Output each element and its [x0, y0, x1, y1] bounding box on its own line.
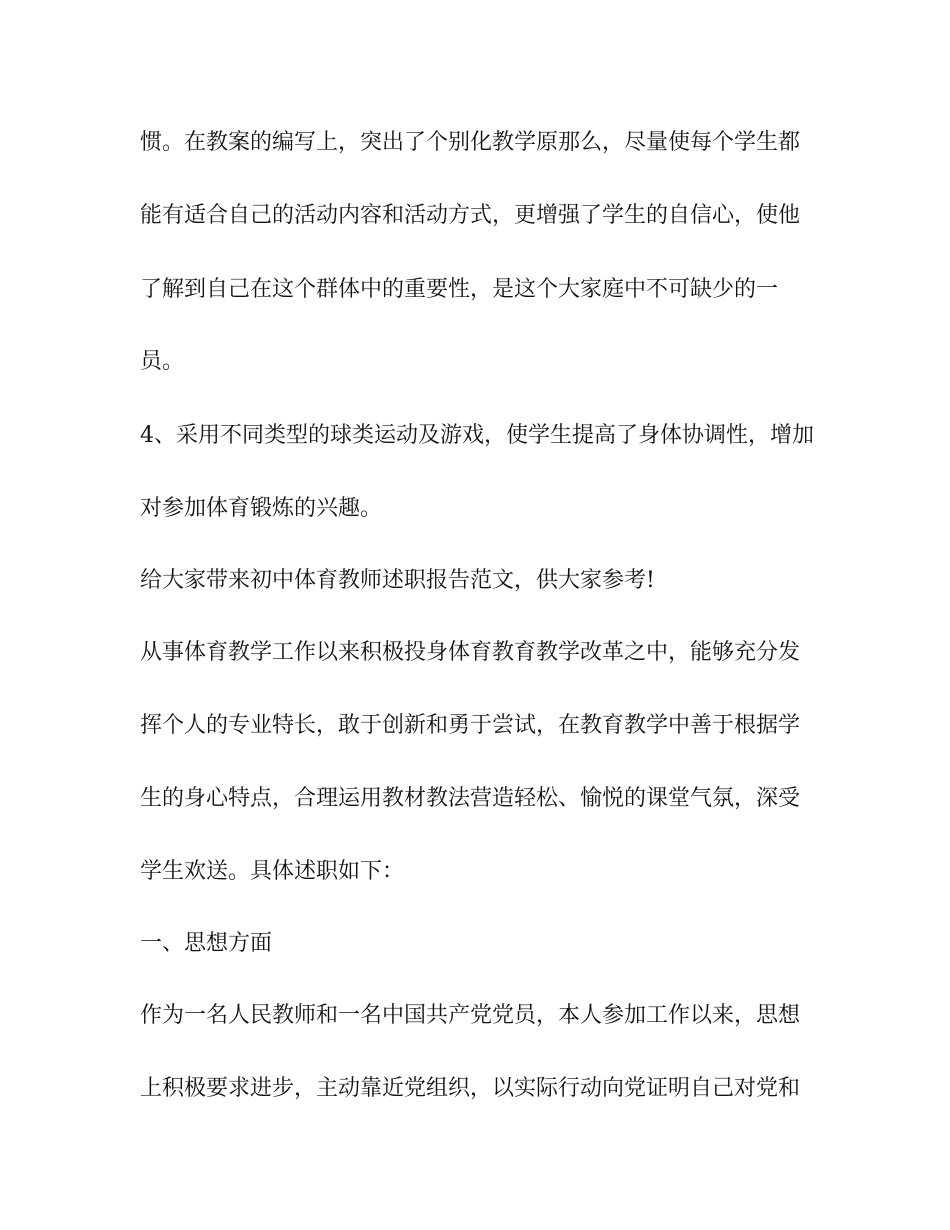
text-line: 能有适合自己的活动内容和活动方式，更增强了学生的自信心，使他: [140, 203, 801, 228]
text-line: 从事体育教学工作以来积极投身体育教育教学改革之中，能够充分发: [140, 640, 801, 665]
text-line: 作为一名人民教师和一名中国共产党党员，本人参加工作以来，思想: [140, 1003, 801, 1028]
section-heading: 一、思想方面: [140, 931, 273, 956]
text-line: 生的身心特点，合理运用教材教法营造轻松、愉悦的课堂气氛，深受: [140, 786, 801, 811]
text-line: 4、采用不同类型的球类运动及游戏，使学生提高了身体协调性，增加: [140, 423, 814, 448]
text-line: 了解到自己在这个群体中的重要性，是这个大家庭中不可缺少的一: [140, 277, 779, 302]
text-line: 对参加体育锻炼的兴趣。: [140, 496, 383, 521]
text-line: 惯。在教案的编写上，突出了个别化教学原那么，尽量使每个学生都: [140, 130, 801, 155]
text-line: 挥个人的专业特长，敢于创新和勇于尝试，在教育教学中善于根据学: [140, 713, 801, 738]
text-line: 学生欢送。具体述职如下：: [140, 859, 405, 884]
text-line: 给大家带来初中体育教师述职报告范文，供大家参考!: [140, 568, 655, 593]
text-line: 员。: [140, 349, 185, 374]
text-line: 上积极要求进步，主动靠近党组织，以实际行动向党证明自己对党和: [140, 1076, 801, 1101]
